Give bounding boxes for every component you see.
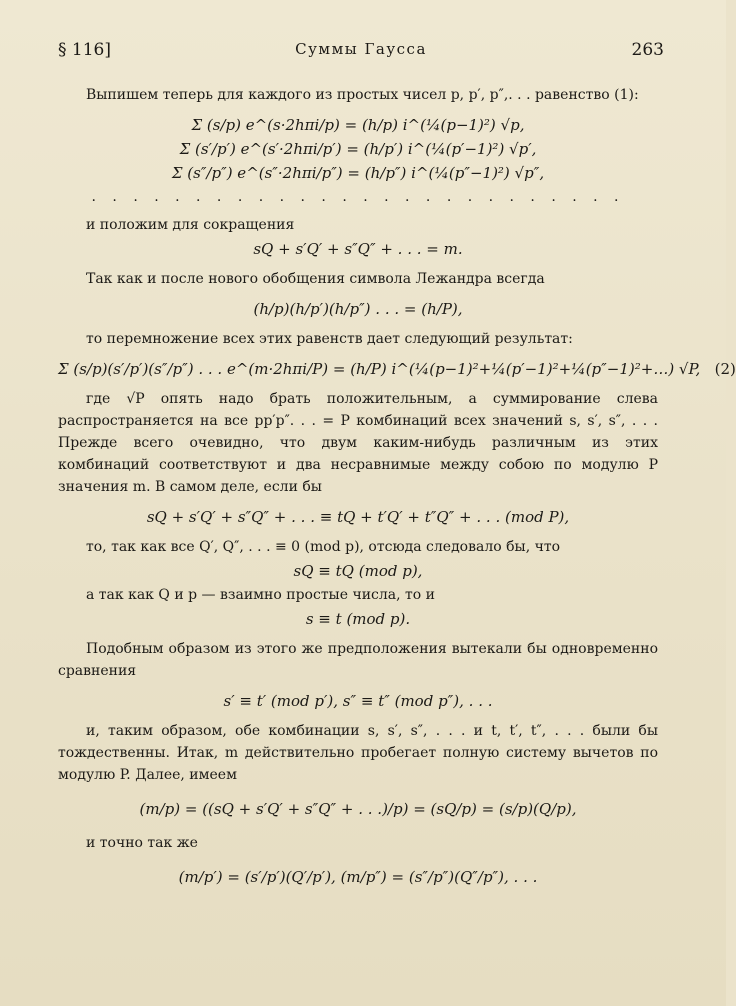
paragraph: и точно так же <box>86 835 198 851</box>
paragraph: Подобным образом из этого же предположения вытекали бы одновременно сравнения <box>58 641 658 679</box>
paragraph: а так как Q и p — взаимно простые числа, то и <box>86 587 435 603</box>
section-number: § 116] <box>58 40 111 60</box>
equation-legendre-m-p-primes: (m/p′) = (s′/p′)(Q′/p′), (m/p″) = (s″/p″)(Q″/p″), . . . <box>178 868 538 886</box>
page-header <box>58 40 664 66</box>
equation-congruence-sQ: sQ ≡ tQ (mod p), <box>293 562 423 580</box>
page-body <box>58 84 736 890</box>
equation-ellipsis: . . . . . . . . . . . . . . . . . . . . . . . . . . <box>91 189 625 205</box>
paragraph: и, таким образом, обе комбинации s, s′, s″, . . . и t, t′, t″, . . . были бы тождественны. Итак, m действительно пробегает полную систему вычетов по модулю P. Далее, имеем <box>58 723 658 783</box>
page-number: 263 <box>631 40 664 60</box>
equation-product-sum-body: Σ (s/p)(s′/p′)(s″/p″) . . . e^(m·2hπi/P) = (h/P) i^(¼(p−1)²+¼(p′−1)²+¼(p″−1)²+…) √P, <box>58 360 701 378</box>
paragraph: и положим для сокращения <box>86 217 295 233</box>
equation-congruence-s-t: s ≡ t (mod p). <box>305 610 411 628</box>
equation-congruence-mod-P: sQ + s′Q′ + s″Q″ + . . . ≡ tQ + t′Q′ + t″Q″ + . . . (mod P), <box>146 508 570 526</box>
equation-m-definition: sQ + s′Q′ + s″Q″ + . . . = m. <box>253 240 463 258</box>
equation-legendre-m-p: (m/p) = ((sQ + s′Q′ + s″Q″ + . . .)/p) = (sQ/p) = (s/p)(Q/p), <box>139 800 577 818</box>
equation-product-sum <box>58 358 736 380</box>
paragraph: Так как и после нового обобщения символа Лежандра всегда <box>86 271 545 287</box>
equation-sum-p-double-prime: Σ (s″/p″) e^(s″·2hπi/p″) = (h/p″) i^(¼(p″−1)²) √p″, <box>171 164 545 182</box>
running-title: Суммы Гаусса <box>295 40 427 58</box>
equation-legendre-product: (h/p)(h/p′)(h/p″) . . . = (h/P), <box>253 300 463 318</box>
paragraph: то перемножение всех этих равенств дает следующий результат: <box>86 331 573 347</box>
equation-sum-p-prime: Σ (s′/p′) e^(s′·2hπi/p′) = (h/p′) i^(¼(p′−1)²) √p′, <box>179 140 537 158</box>
equation-number: (2) <box>714 360 736 378</box>
paragraph: то, так как все Q′, Q″, . . . ≡ 0 (mod p), отсюда следовало бы, что <box>86 539 561 555</box>
paragraph: где √P опять надо брать положительным, а суммирование слева распространяется на все pp′p″. . . = P комбинаций всех значений s, s′, s″, . . . Прежде всего очевидно, что двум каким-нибудь различным из этих комбинаций соответствуют и два несравнимые между собою по модулю P значения m. В самом деле, если бы <box>58 391 658 495</box>
equation-sum-p: Σ (s/p) e^(s·2hπi/p) = (h/p) i^(¼(p−1)²) √p, <box>191 116 525 134</box>
paragraph: Выпишем теперь для каждого из простых чисел p, p′, p″,. . . равенство (1): <box>86 87 639 103</box>
equation-congruences-primes: s′ ≡ t′ (mod p′), s″ ≡ t″ (mod p″), . . . <box>223 692 493 710</box>
